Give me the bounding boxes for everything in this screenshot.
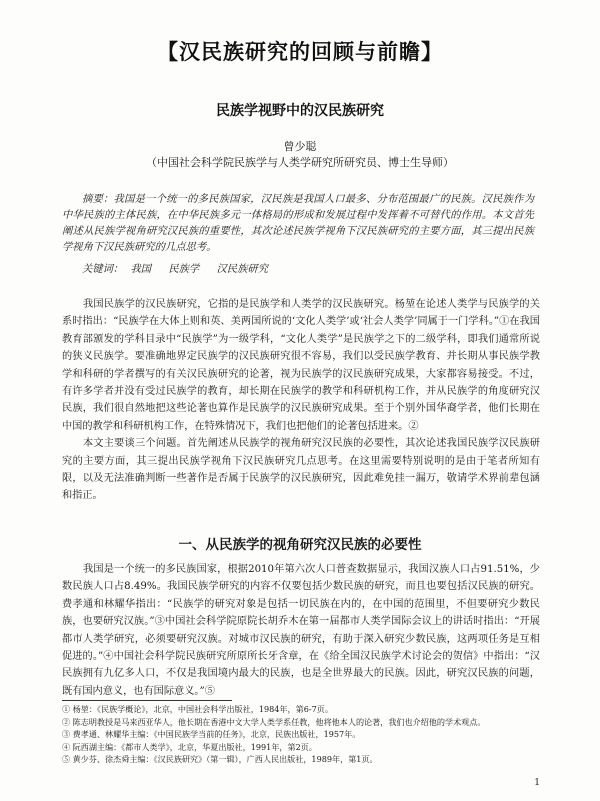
keyword: 我国: [130, 263, 152, 275]
footnotes: [62, 703, 540, 766]
footnote-divider: [62, 700, 232, 701]
keywords: [82, 260, 282, 275]
footnote: ③ 费孝通、林耀华主编：《中国民族学当前的任务》，北京，民族出版社，1957年。: [62, 729, 361, 739]
author-affiliation: （中国社会科学院民族学与人类学研究所研究员、博士生导师）: [146, 156, 454, 169]
keywords-label: 关键词：: [82, 263, 124, 275]
section-heading: 一、从民族学的视角研究汉民族的必要性: [178, 537, 422, 553]
footnote: ⑤ 黄少芬、徐杰舜主编：《汉民族研究》（第一辑），广西人民出版社，1989年，第1页。: [62, 754, 378, 764]
footnote: ① 杨堃：《民族学概论》，北京，中国社会科学出版社，1984年，第6-7页。: [62, 704, 333, 714]
intro-body: [62, 296, 540, 505]
paragraph: 我国是一个统一的多民族国家，根据2010年第六次人口普查数据显示，我国汉族人口占91.51%，少数民族人口占8.49%。我国民族学研究的内容不仅要包括少数民族的研究，而且也要包括汉民族的研究。费孝通和林耀华指出：“民族学的研究对象是包括一切民族在内的，在中国的范围里，不但要研究少数民族，也要研究汉族。”③中国社会科学院原院长胡乔木在第一届都市人类学国际会议上的讲话时指出：“开展都市人类学研究，必须要研究汉族。对城市汉民族的研究，有助于深入研究少数民族，这两项任务是互相促进的。”④中国社会科学院民族研究所原所长牙含章，在《给全国汉民族学术讨论会的贺信》中指出：“汉民族拥有九亿多人口，不仅是我国境内最大的民族，也是全世界最大的民族。因此，研究汉民族的问题，既有国内意义，也有国际意义。”⑤: [62, 564, 540, 697]
keyword: 民族学: [168, 263, 200, 275]
abstract: [62, 191, 534, 255]
footnote: ② 陈志明教授是马来西亚华人，他长期在香港中文大学人类学系任教，他将他本人的论著，我们也介绍他的学术观点。: [62, 716, 486, 727]
section-body: [62, 561, 540, 700]
paragraph: 我国民族学的汉民族研究，它指的是民族学和人类学的汉民族研究。杨堃在论述人类学与民族学的关系时指出：“民族学在大体上则和英、美两国所说的‘文化人类学’或‘社会人类学’同属于一门学科。”①在我国教育部颁发的学科目录中“民族学”为一级学科，“文化人类学”是民族学之下的二级学科，即我们通常所说的狭义民族学。要准确地界定民族学的汉民族研究很不容易，我们以受民族学教育、并长期从事民族学教学和科研的学者撰写的有关汉民族研究的论著，视为民族学的汉民族研究成果，大家都容易接受。不过，有许多学者并没有受过民族学的教育，却长期在民族学的教学和科研机构工作，并从民族学的角度研究汉民族，我们很自然地把这些论著也算作是民族学的汉民族研究成果。至于个别外国华裔学者，他们长期在中国的教学和科研机构工作，在特殊情况下，我们也把他们的论著包括进来。②: [62, 299, 540, 432]
section-banner: 【汉民族研究的回顾与前瞻】: [157, 40, 443, 64]
page-number: 1: [534, 778, 540, 788]
footnote: ④ 阮西湖主编：《都市人类学》，北京，华夏出版社，1991年，第2页。: [62, 741, 317, 752]
article-title: 民族学视野中的汉民族研究: [216, 103, 384, 119]
abstract-text: 摘要：我国是一个统一的多民族国家，汉民族是我国人口最多、分布范围最广的民族。汉民族作为中华民族的主体民族，在中华民族多元一体格局的形成和发展过程中发挥着不可替代的作用。本文首先阐述从民族学视角研究汉民族的重要性，其次论述民族学视角下汉民族研究的主要方面，其三提出民族学视角下汉民族研究的几点思考。: [62, 193, 534, 253]
keyword: 汉民族研究: [216, 263, 268, 275]
paragraph: 本文主要谈三个问题。首先阐述从民族学的视角研究汉民族的必要性，其次论述我国民族学汉民族研究的主要方面，其三提出民族学视角下汉民族研究几点思考。在这里需要特别说明的是由于笔者所知有限，以及无法准确判断一些著作是否属于民族学的汉民族研究，因此难免挂一漏万，敬请学术界前辈包涵和指正。: [62, 438, 540, 502]
author-name: 曾少聪: [283, 140, 317, 153]
